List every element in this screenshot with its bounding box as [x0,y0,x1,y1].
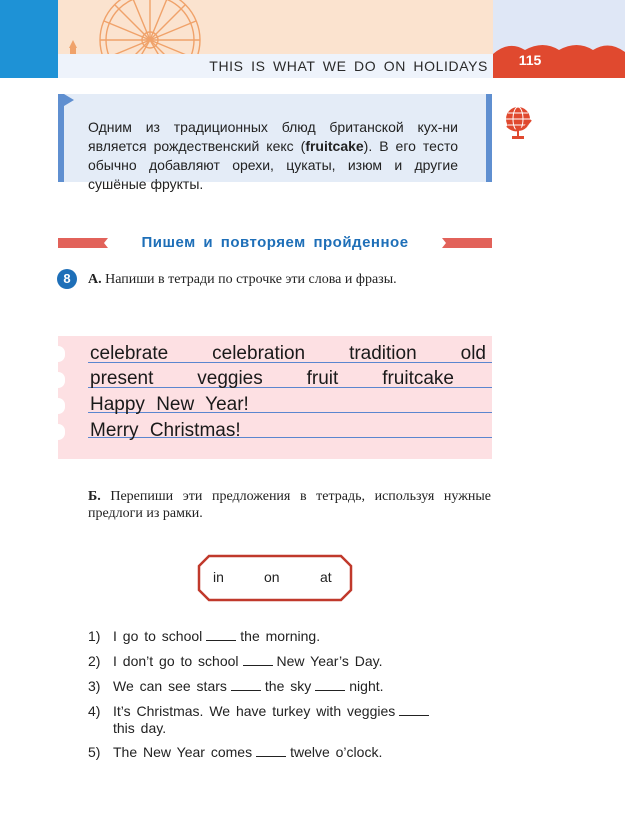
answer-blank [399,705,429,716]
sentence-3 [88,678,384,695]
part-a-label: А. [88,272,102,287]
info-box-left-bar [58,94,64,182]
binder-hole [51,372,65,388]
sentence-text: It’s Christmas. We have turkey with veggies [113,703,396,719]
sentence-text: New Year’s Day. [276,653,383,669]
copy-row-1 [90,341,486,365]
part-b-instruction [88,488,491,522]
sentence-number: 5) [88,744,101,760]
answer-blank [256,746,286,757]
sentence-2 [88,653,382,670]
sentence-number: 3) [88,678,101,694]
answer-blank [206,630,236,641]
sentence-number: 1) [88,628,101,644]
copy-word: old [460,343,486,364]
copy-row-3 [90,392,290,416]
part-b-label: Б. [88,489,101,504]
binder-hole [51,398,65,414]
sentence-5 [88,744,382,761]
preposition-at: at [320,569,332,585]
globe-icon [503,104,535,140]
answer-blank [315,680,345,691]
part-b-text: Перепиши эти предложения в тетрадь, используя нужные предлоги из рамки. [88,489,491,521]
section-title: Пишем и повторяем пройденное [141,234,409,251]
copy-word: celebration [212,343,306,364]
sentence-text: The New Year comes [113,744,253,760]
sentence-text: I don’t go to school [113,653,239,669]
part-a-text: Напиши в тетради по строчке эти слова и фразы. [105,272,397,287]
copy-phrase: Happy New Year! [90,394,249,415]
copy-word: tradition [349,343,417,364]
sentence-text: We can see stars [113,678,227,694]
preposition-in: in [213,569,224,585]
copy-word: fruitcake [382,368,454,389]
exercise-number-badge: 8 [57,269,77,289]
sentence-text: this day. [113,720,167,736]
sentence-1 [88,628,320,645]
info-text-part-2: ). В его тесто обычно добавляют орехи, цукаты, изюм и другие сушёные фрукты. [88,138,458,192]
sentence-4 [88,703,468,737]
sentence-number: 4) [88,703,101,719]
copy-word: veggies [197,368,263,389]
info-box-right-bar [486,94,492,182]
info-box-corner-arrow [64,94,74,106]
info-keyword: fruitcake [305,138,364,154]
page-title: THIS IS WHAT WE DO ON HOLIDAYS [209,58,488,74]
sentence-text: I go to school [113,628,203,644]
answer-blank [231,680,261,691]
sentence-text: twelve o’clock. [290,744,383,760]
sentence-number: 2) [88,653,101,669]
copy-word: celebrate [90,343,169,364]
copy-row-2 [90,366,454,390]
binder-hole [51,346,65,362]
copy-word: present [90,368,154,389]
copy-phrase: Merry Christmas! [90,420,241,441]
sentence-text: the sky [264,678,312,694]
binder-hole [51,424,65,440]
part-a-instruction [88,271,491,288]
info-text-part-1: Одним из традиционных блюд британской кух-ни является рождественский кекс ( [88,119,458,154]
header-blue-tab [0,0,58,78]
copy-word: fruit [306,368,339,389]
info-text [88,118,458,194]
answer-blank [243,655,273,666]
page-number: 115 [518,52,542,68]
sentence-text: night. [349,678,384,694]
sentence-text: the morning. [240,628,321,644]
copy-row-4 [90,418,290,442]
preposition-on: on [264,569,280,585]
